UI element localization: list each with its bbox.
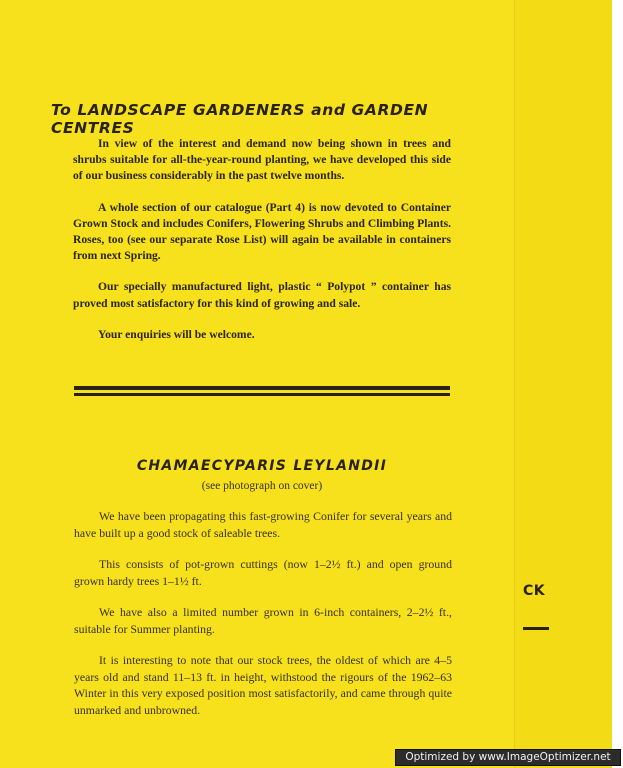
paragraph: Your enquiries will be welcome.	[98, 327, 255, 341]
landscape-gardeners-text	[73, 136, 451, 358]
divider-rule-top	[74, 386, 450, 390]
flap-rule	[523, 627, 549, 630]
divider-rule-bottom	[74, 393, 450, 396]
paragraph: It is interesting to note that our stock trees, the oldest of which are 4–5 years old and stand 11–13 ft. in height, withstood the rigours of the 1962–63 Winter in this very exposed position most satisfactorily, and came through quite unmarked and unbrowned.	[74, 653, 452, 717]
leylandii-subtitle: (see photograph on cover)	[201, 480, 323, 492]
flap-text-fragment: CK	[523, 583, 546, 599]
folded-flap	[514, 0, 613, 768]
paragraph: A whole section of our catalogue (Part 4) is now devoted to Container Grown Stock and includes Conifers, Flowering Shrubs and Climbing Plants. Roses, too (see our separate Rose List) will again be available in containers from next Spring.	[73, 200, 451, 263]
paragraph: This consists of pot-grown cuttings (now 1–2½ ft.) and open ground grown hardy trees 1–1½ ft.	[74, 557, 452, 588]
leylandii-heading: CHAMAECYPARIS LEYLANDII	[136, 458, 388, 474]
page-edge	[612, 0, 623, 768]
paragraph: In view of the interest and demand now being shown in trees and shrubs suitable for all-the-year-round planting, we have developed this side of our business considerably in the past twelve months.	[73, 137, 451, 183]
landscape-gardeners-heading: To LANDSCAPE GARDENERS and GARDEN CENTRES	[51, 101, 429, 137]
leylandii-text	[74, 508, 452, 733]
paragraph: We have also a limited number grown in 6-inch containers, 2–2½ ft., suitable for Summer planting.	[74, 605, 452, 636]
optimizer-watermark: Optimized by www.ImageOptimizer.net	[395, 749, 621, 766]
paragraph: We have been propagating this fast-growing Conifer for several years and have built up a good stock of saleable trees.	[74, 509, 452, 540]
paragraph: Our specially manufactured light, plastic “ Polypot ” container has proved most satisfactory for this kind of growing and sale.	[73, 280, 451, 310]
